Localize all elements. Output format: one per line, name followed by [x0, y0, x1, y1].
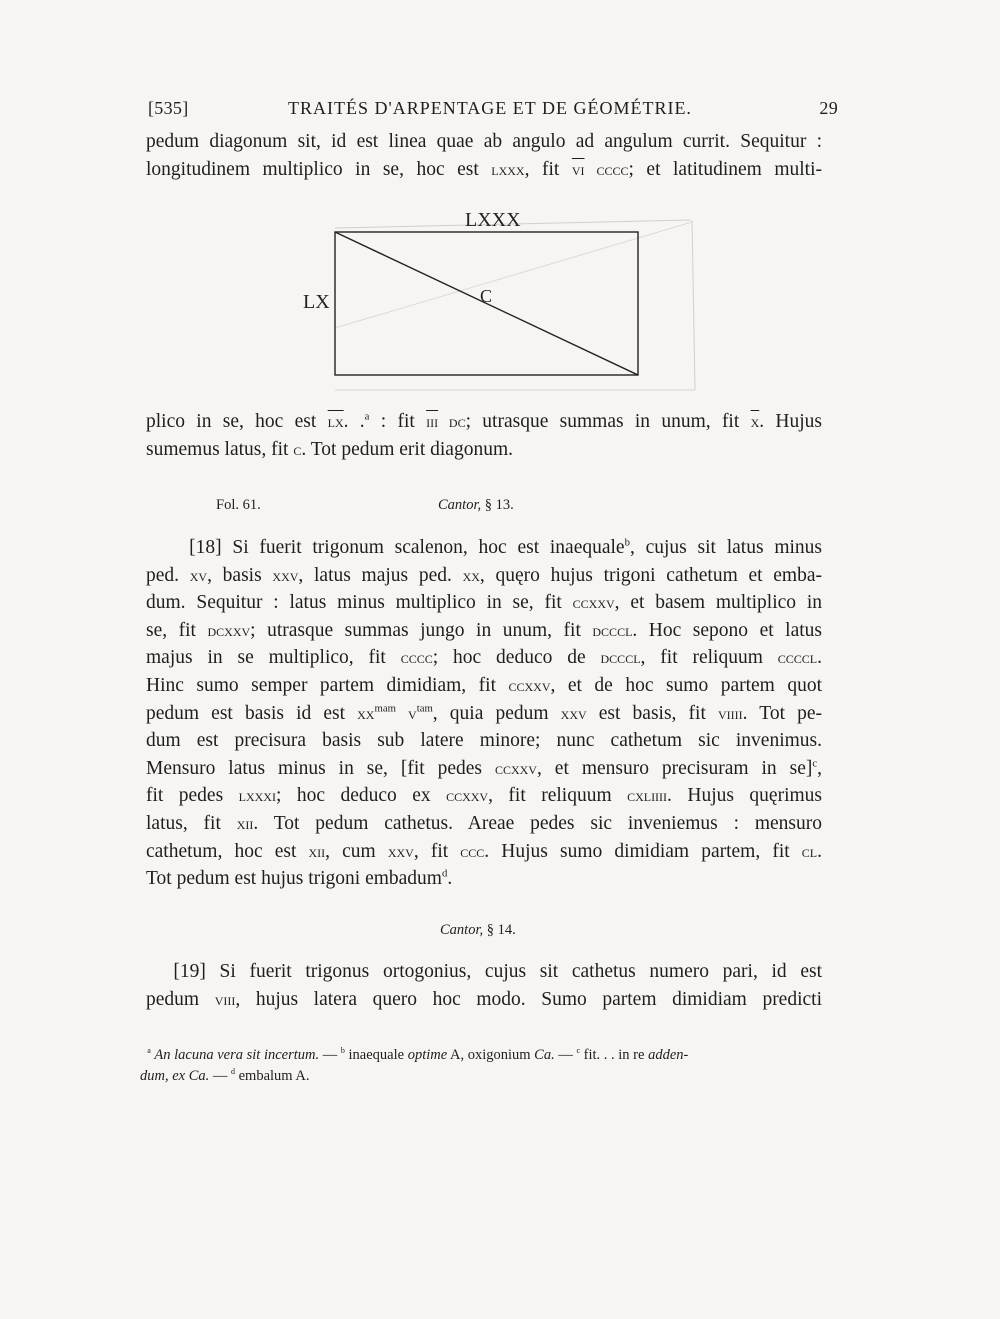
text-line: dum. Sequitur : latus minus multiplico in se, fit ccxxv, et basem multiplico in: [146, 592, 822, 614]
page-number-bracketed: [535]: [148, 98, 189, 118]
text-line: plico in se, hoc est $\overline{lx}$. .$^a$ : fit $\overline{iii}$ dc; utrasque summas in unum, fit $\overline{x}$. Hujus: [146, 410, 823, 432]
text-line: [19] Si fuerit trigonus ortogonius, cujus sit cathetus numero pari, id est: [173, 961, 823, 982]
text-line: se, fit dcxxv; utrasque summas jungo in unum, fit dcccl. Hoc sepono et latus: [146, 619, 822, 641]
label-width: LX: [303, 291, 330, 313]
footnote-line: dum, ex Ca. — $^d$ embalum A.: [140, 1067, 310, 1084]
text-line: pedum diagonum sit, id est linea quae ab angulo ad angulum currit. Sequitur :: [146, 131, 822, 152]
text-line: latus, fit xii. Tot pedum cathetus. Areae pedes sic inveniemus : mensuro: [146, 812, 822, 834]
text-line: [18] Si fuerit trigonum scalenon, hoc est inaequale$^b$, cujus sit latus minus: [189, 536, 823, 558]
diagram-svg: [300, 200, 700, 410]
text-line: Mensuro latus minus in se, [fit pedes ccxxv, et mensuro precisuram in se]$^c$,: [146, 757, 822, 779]
text-line: sumemus latus, fit c. Tot pedum erit diagonum.: [146, 438, 514, 460]
page-number: 29: [819, 98, 838, 118]
cantor-reference: Cantor, § 13.: [438, 497, 514, 513]
folio-number: Fol. 61.: [216, 497, 261, 513]
text-line: ped. xv, basis xxv, latus majus ped. xx, quęro hujus trigoni cathetum et emba-: [146, 564, 822, 586]
text-line: longitudinem multiplico in se, hoc est lxxx, fit $\overline{vi}$ cccc; et latitudinem multi-: [146, 158, 822, 180]
footnote-line: $^a$ An lacuna vera sit incertum. — $^b$ inaequale optime A, oxigonium Ca. — $^c$ fit. . . in re adden-: [147, 1046, 689, 1063]
text-line: majus in se multiplico, fit cccc; hoc deduco de dcccl, fit reliquum ccccl.: [146, 647, 822, 669]
text-line: Tot pedum est hujus trigoni embadum$^d$.: [146, 867, 453, 890]
text-line: fit pedes lxxxi; hoc deduco ex ccxxv, fit reliquum cxliiii. Hujus quęrimus: [146, 785, 822, 807]
running-title: TRAITÉS D'ARPENTAGE ET DE GÉOMÉTRIE.: [288, 98, 692, 118]
text-line: Hinc sumo semper partem dimidiam, fit ccxxv, et de hoc sumo partem quot: [146, 674, 822, 696]
paragraph-18-scalene: [146, 534, 822, 893]
footnotes: [140, 1045, 840, 1087]
bleed-through-line: [692, 220, 695, 390]
text-line: pedum est basis id est $xx^{mam}$ $v^{tam}$, quia pedum xxv est basis, fit viiii. Tot pe-: [146, 702, 823, 724]
text-line: cathetum, hoc est xii, cum xxv, fit ccc. Hujus sumo dimidiam partem, fit cl.: [146, 840, 822, 862]
label-diagonal: C: [480, 286, 493, 306]
paragraph-diagonal-intro: [146, 128, 822, 183]
rectangle-diagonal-diagram: [300, 200, 700, 410]
text-line: dum est precisura basis sub latere minore; nunc cathetum sic invenimus.: [146, 730, 822, 752]
cantor-reference: Cantor, § 14.: [440, 922, 516, 938]
label-length: LXXX: [465, 209, 521, 231]
text-line: pedum viii, hujus latera quero hoc modo. Sumo partem dimidiam predicti: [146, 988, 822, 1010]
paragraph-19-orthogonal: [146, 958, 822, 1013]
paragraph-diagonal-conclusion: [146, 408, 822, 463]
